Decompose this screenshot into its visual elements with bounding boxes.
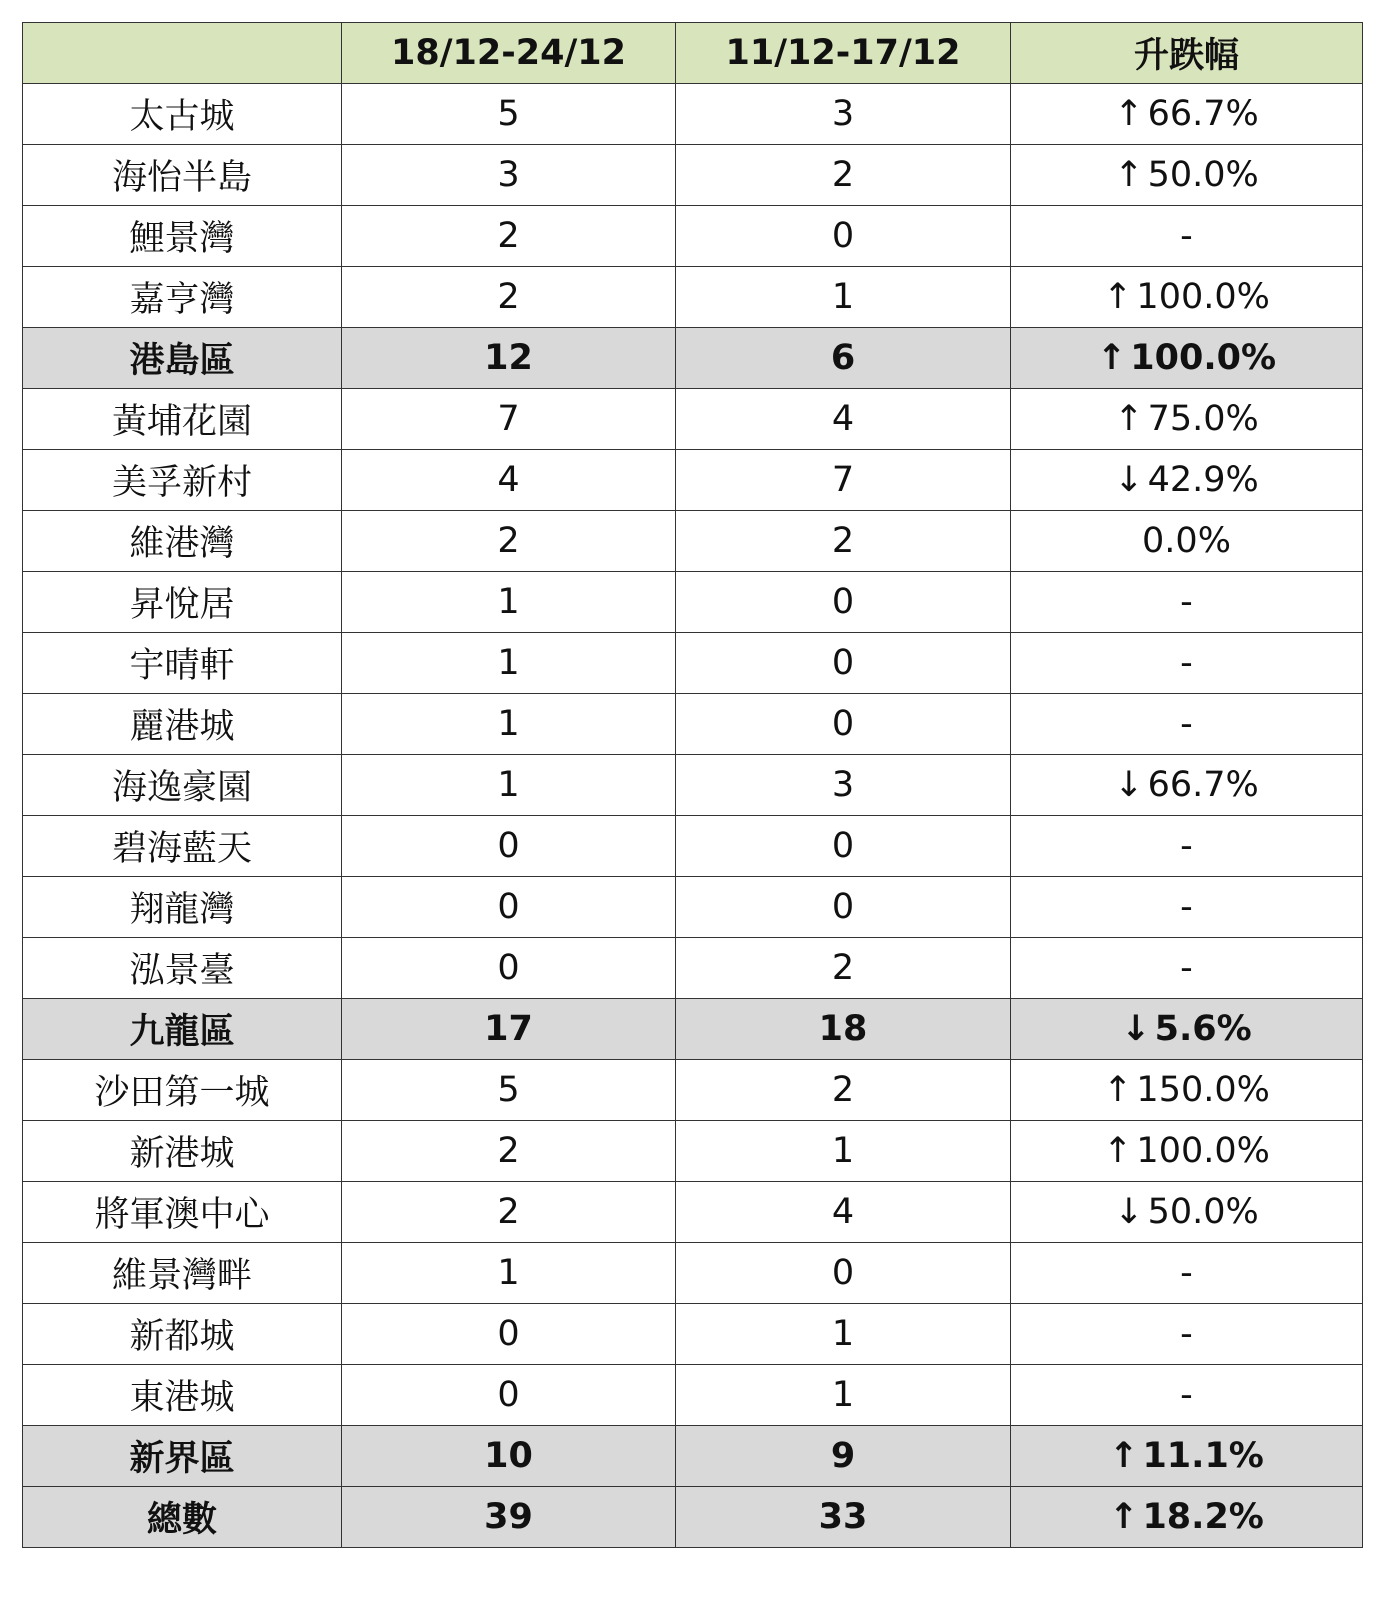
header-week-previous: 11/12-17/12	[676, 23, 1011, 84]
previous-week-count-cell: 0	[676, 877, 1011, 938]
current-week-count-cell: 2	[342, 1121, 676, 1182]
table-row	[23, 511, 1363, 572]
current-week-count-cell: 0	[342, 877, 676, 938]
table-row	[23, 1304, 1363, 1365]
estate-name-cell: 將軍澳中心	[23, 1182, 342, 1243]
subtotal-row	[23, 328, 1363, 389]
current-week-count-cell: 0	[342, 1365, 676, 1426]
estate-name-cell: 麗港城	[23, 694, 342, 755]
arrow-up-icon: ↑	[1114, 155, 1144, 195]
estate-name-cell: 黃埔花園	[23, 389, 342, 450]
change-cell	[1011, 1182, 1363, 1243]
subtotal-row	[23, 1426, 1363, 1487]
change-value: -	[1180, 582, 1193, 622]
header-row	[23, 23, 1363, 84]
change-cell	[1011, 816, 1363, 877]
change-value: 50.0%	[1147, 1192, 1259, 1232]
subtotal-row	[23, 1487, 1363, 1548]
arrow-up-icon: ↑	[1103, 277, 1133, 317]
table-row	[23, 938, 1363, 999]
change-value: 150.0%	[1136, 1070, 1270, 1110]
current-week-count-cell: 1	[342, 572, 676, 633]
estate-name-cell: 新港城	[23, 1121, 342, 1182]
change-value: 100.0%	[1136, 277, 1270, 317]
previous-week-count-cell: 0	[676, 633, 1011, 694]
arrow-up-icon: ↑	[1103, 1131, 1133, 1171]
change-cell	[1011, 572, 1363, 633]
current-week-count-cell: 0	[342, 1304, 676, 1365]
previous-week-count-cell: 4	[676, 1182, 1011, 1243]
table-row	[23, 755, 1363, 816]
arrow-up-icon: ↑	[1114, 94, 1144, 134]
change-cell	[1011, 877, 1363, 938]
current-week-count-cell: 3	[342, 145, 676, 206]
change-value: 75.0%	[1147, 399, 1259, 439]
arrow-down-icon: ↓	[1121, 1009, 1151, 1049]
change-cell	[1011, 1487, 1363, 1548]
table-row	[23, 1121, 1363, 1182]
previous-week-count-cell: 1	[676, 1304, 1011, 1365]
current-week-count-cell: 1	[342, 694, 676, 755]
change-cell	[1011, 389, 1363, 450]
previous-week-count-cell: 7	[676, 450, 1011, 511]
current-week-count-cell: 2	[342, 267, 676, 328]
change-value: 42.9%	[1147, 460, 1259, 500]
estate-name-cell: 海逸豪園	[23, 755, 342, 816]
previous-week-count-cell: 2	[676, 1060, 1011, 1121]
previous-week-count-cell: 0	[676, 572, 1011, 633]
arrow-down-icon: ↓	[1114, 765, 1144, 805]
change-value: -	[1180, 216, 1193, 256]
table-row	[23, 206, 1363, 267]
current-week-count-cell: 1	[342, 755, 676, 816]
change-cell	[1011, 1060, 1363, 1121]
change-cell	[1011, 328, 1363, 389]
header-estate	[23, 23, 342, 84]
previous-week-count-cell: 1	[676, 267, 1011, 328]
current-week-count-cell: 1	[342, 1243, 676, 1304]
previous-week-count-cell: 2	[676, 938, 1011, 999]
table-body	[23, 84, 1363, 1548]
estate-name-cell: 維港灣	[23, 511, 342, 572]
change-cell	[1011, 206, 1363, 267]
change-value: 66.7%	[1147, 765, 1259, 805]
table-row	[23, 877, 1363, 938]
previous-week-count-cell: 6	[676, 328, 1011, 389]
table-row	[23, 1060, 1363, 1121]
estate-name-cell: 沙田第一城	[23, 1060, 342, 1121]
previous-week-count-cell: 0	[676, 1243, 1011, 1304]
weekly-transactions-table	[22, 22, 1363, 1548]
current-week-count-cell: 5	[342, 84, 676, 145]
change-value: 100.0%	[1136, 1131, 1270, 1171]
change-cell	[1011, 1426, 1363, 1487]
previous-week-count-cell: 1	[676, 1121, 1011, 1182]
arrow-up-icon: ↑	[1103, 1070, 1133, 1110]
arrow-down-icon: ↓	[1114, 1192, 1144, 1232]
table-row	[23, 389, 1363, 450]
arrow-up-icon: ↑	[1096, 338, 1127, 378]
estate-name-cell: 九龍區	[23, 999, 342, 1060]
current-week-count-cell: 5	[342, 1060, 676, 1121]
current-week-count-cell: 12	[342, 328, 676, 389]
change-value: 50.0%	[1147, 155, 1259, 195]
estate-name-cell: 海怡半島	[23, 145, 342, 206]
estate-name-cell: 維景灣畔	[23, 1243, 342, 1304]
previous-week-count-cell: 2	[676, 511, 1011, 572]
change-value: 100.0%	[1130, 338, 1277, 378]
change-cell	[1011, 267, 1363, 328]
header-week-current: 18/12-24/12	[342, 23, 676, 84]
estate-name-cell: 昇悅居	[23, 572, 342, 633]
change-value: -	[1180, 887, 1193, 927]
change-value: -	[1180, 1375, 1193, 1415]
arrow-up-icon: ↑	[1109, 1436, 1139, 1476]
previous-week-count-cell: 1	[676, 1365, 1011, 1426]
current-week-count-cell: 2	[342, 206, 676, 267]
estate-name-cell: 東港城	[23, 1365, 342, 1426]
table-row	[23, 1365, 1363, 1426]
previous-week-count-cell: 3	[676, 84, 1011, 145]
table-row	[23, 816, 1363, 877]
estate-name-cell: 港島區	[23, 328, 342, 389]
estate-name-cell: 太古城	[23, 84, 342, 145]
previous-week-count-cell: 0	[676, 206, 1011, 267]
change-cell	[1011, 1365, 1363, 1426]
change-cell	[1011, 999, 1363, 1060]
change-cell	[1011, 511, 1363, 572]
table-row	[23, 84, 1363, 145]
change-cell	[1011, 1243, 1363, 1304]
current-week-count-cell: 0	[342, 816, 676, 877]
previous-week-count-cell: 4	[676, 389, 1011, 450]
previous-week-count-cell: 18	[676, 999, 1011, 1060]
current-week-count-cell: 0	[342, 938, 676, 999]
subtotal-row	[23, 999, 1363, 1060]
previous-week-count-cell: 9	[676, 1426, 1011, 1487]
current-week-count-cell: 7	[342, 389, 676, 450]
change-value: 18.2%	[1142, 1497, 1264, 1537]
table-row	[23, 450, 1363, 511]
current-week-count-cell: 4	[342, 450, 676, 511]
current-week-count-cell: 17	[342, 999, 676, 1060]
change-cell	[1011, 145, 1363, 206]
change-cell	[1011, 1121, 1363, 1182]
table-row	[23, 694, 1363, 755]
change-cell	[1011, 694, 1363, 755]
change-cell	[1011, 1304, 1363, 1365]
previous-week-count-cell: 0	[676, 816, 1011, 877]
change-value: -	[1180, 1253, 1193, 1293]
estate-name-cell: 泓景臺	[23, 938, 342, 999]
change-cell	[1011, 633, 1363, 694]
previous-week-count-cell: 2	[676, 145, 1011, 206]
current-week-count-cell: 2	[342, 1182, 676, 1243]
current-week-count-cell: 10	[342, 1426, 676, 1487]
estate-name-cell: 鯉景灣	[23, 206, 342, 267]
estate-name-cell: 碧海藍天	[23, 816, 342, 877]
table-row	[23, 572, 1363, 633]
change-cell	[1011, 450, 1363, 511]
estate-name-cell: 翔龍灣	[23, 877, 342, 938]
previous-week-count-cell: 3	[676, 755, 1011, 816]
table-row	[23, 145, 1363, 206]
table-row	[23, 1243, 1363, 1304]
change-value: -	[1180, 704, 1193, 744]
arrow-up-icon: ↑	[1109, 1497, 1139, 1537]
estate-name-cell: 宇晴軒	[23, 633, 342, 694]
current-week-count-cell: 39	[342, 1487, 676, 1548]
change-cell	[1011, 84, 1363, 145]
previous-week-count-cell: 0	[676, 694, 1011, 755]
table-row	[23, 1182, 1363, 1243]
estate-name-cell: 總數	[23, 1487, 342, 1548]
table-row	[23, 633, 1363, 694]
arrow-up-icon: ↑	[1114, 399, 1144, 439]
change-value: -	[1180, 643, 1193, 683]
change-value: 5.6%	[1154, 1009, 1252, 1049]
current-week-count-cell: 1	[342, 633, 676, 694]
change-value: -	[1180, 1314, 1193, 1354]
estate-name-cell: 新都城	[23, 1304, 342, 1365]
change-cell	[1011, 755, 1363, 816]
previous-week-count-cell: 33	[676, 1487, 1011, 1548]
estate-name-cell: 美孚新村	[23, 450, 342, 511]
arrow-down-icon: ↓	[1114, 460, 1144, 500]
change-value: 0.0%	[1142, 521, 1231, 561]
table-row	[23, 267, 1363, 328]
change-value: -	[1180, 948, 1193, 988]
change-cell	[1011, 938, 1363, 999]
header-change: 升跌幅	[1011, 23, 1363, 84]
estate-name-cell: 嘉亨灣	[23, 267, 342, 328]
change-value: -	[1180, 826, 1193, 866]
estate-name-cell: 新界區	[23, 1426, 342, 1487]
change-value: 11.1%	[1142, 1436, 1264, 1476]
current-week-count-cell: 2	[342, 511, 676, 572]
change-value: 66.7%	[1147, 94, 1259, 134]
